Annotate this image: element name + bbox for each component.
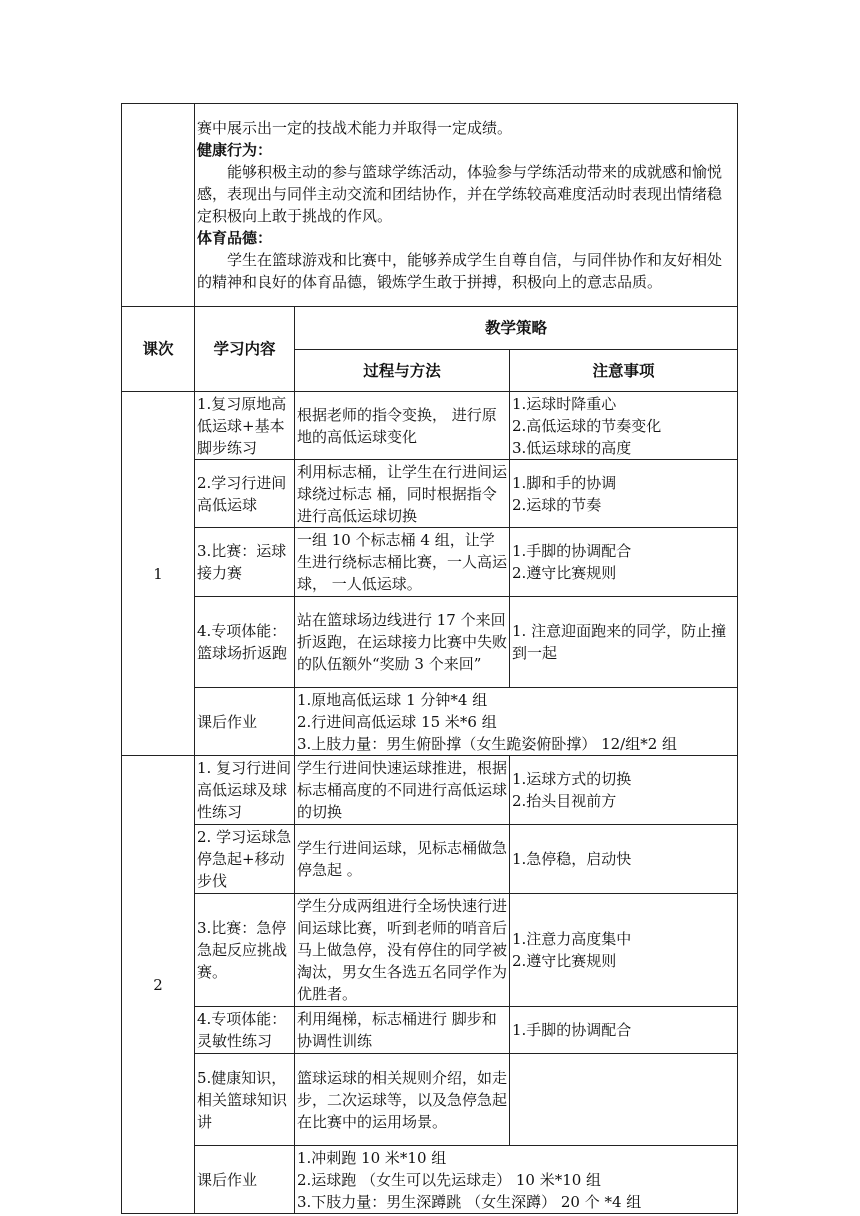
homework-row bbox=[122, 1146, 738, 1214]
note-line: 2.遵守比赛规则 bbox=[512, 952, 617, 970]
content-cell: 5.健康知识，相关篮球知识讲 bbox=[195, 1054, 295, 1146]
health-behavior-heading: 健康行为： bbox=[197, 141, 273, 159]
notes-cell: 1.急停稳，启动快 bbox=[510, 825, 738, 894]
notes-cell bbox=[510, 756, 738, 825]
note-line: 2.抬头目视前方 bbox=[512, 792, 617, 810]
table-row bbox=[122, 392, 738, 460]
note-line: 2.遵守比赛规则 bbox=[512, 564, 617, 582]
header-row-1 bbox=[122, 307, 738, 350]
table-row bbox=[122, 460, 738, 528]
session-number: 2 bbox=[122, 756, 195, 1214]
table-row bbox=[122, 756, 738, 825]
objective-continuation: 赛中展示出一定的技战术能力并取得一定成绩。 bbox=[197, 119, 513, 137]
homework-label: 课后作业 bbox=[195, 1146, 295, 1214]
objectives-row bbox=[122, 104, 738, 307]
table-row bbox=[122, 597, 738, 688]
table-row bbox=[122, 1054, 738, 1146]
objectives-blank-cell bbox=[122, 104, 195, 307]
table-row bbox=[122, 528, 738, 597]
note-line: 1.脚和手的协调 bbox=[512, 473, 617, 492]
homework-row bbox=[122, 688, 738, 756]
table-row bbox=[122, 1007, 738, 1054]
notes-cell bbox=[510, 528, 738, 597]
method-cell: 篮球运球的相关规则介绍，如走步，二次运球等，以及急停急起在比赛中的运用场景。 bbox=[295, 1054, 510, 1146]
notes-cell bbox=[510, 894, 738, 1007]
homework-line: 2.运球跑 （女生可以先运球走） 10 米*10 组 bbox=[297, 1170, 602, 1189]
homework-cell bbox=[295, 1146, 738, 1214]
strategy-header: 教学策略 bbox=[295, 307, 738, 350]
notes-cell bbox=[510, 460, 738, 528]
note-line: 3.低运球球的高度 bbox=[512, 438, 632, 457]
method-cell: 学生分成两组进行全场快速行进间运球比赛，听到老师的哨音后马上做急停，没有停住的同学被淘汰，男女生各选五名同学作为优胜者。 bbox=[295, 894, 510, 1007]
homework-line: 3.下肢力量：男生深蹲跳 （女生深蹲） 20 个 *4 组 bbox=[297, 1192, 642, 1211]
objectives-cell bbox=[195, 104, 738, 307]
content-cell: 1.复习原地高低运球+基本脚步练习 bbox=[195, 392, 295, 460]
table-row bbox=[122, 894, 738, 1007]
homework-line: 1.冲刺跑 10 米*10 组 bbox=[297, 1148, 447, 1167]
homework-line: 2.行进间高低运球 15 米*6 组 bbox=[297, 712, 497, 731]
method-cell: 学生行进间快速运球推进，根据标志桶高度的不同进行高低运球的切换 bbox=[295, 756, 510, 825]
homework-line: 3.上肢力量：男生俯卧撑（女生跪姿俯卧撑） 12/组*2 组 bbox=[297, 734, 678, 753]
session-header: 课次 bbox=[122, 307, 195, 392]
notes-cell: 1. 注意迎面跑来的同学，防止撞到一起 bbox=[510, 597, 738, 688]
note-line: 1.注意力高度集中 bbox=[512, 930, 632, 948]
lesson-plan-table bbox=[121, 103, 738, 1214]
notes-cell bbox=[510, 1054, 738, 1146]
method-cell: 站在篮球场边线进行 17 个来回折返跑，在运球接力比赛中失败的队伍额外“奖励 3 个来回” bbox=[295, 597, 510, 688]
homework-cell bbox=[295, 688, 738, 756]
note-line: 2.高低运球的节奏变化 bbox=[512, 416, 662, 435]
content-cell: 4.专项体能：灵敏性练习 bbox=[195, 1007, 295, 1054]
content-cell: 3.比赛：急停急起反应挑战赛。 bbox=[195, 894, 295, 1007]
health-behavior-text: 能够积极主动的参与篮球学练活动，体验参与学练活动带来的成就感和愉悦感，表现出与同伴主动交流和团结协作，并在学练较高难度活动时表现出情绪稳定积极向上敢于挑战的作风。 bbox=[197, 163, 723, 225]
homework-line: 1.原地高低运球 1 分钟*4 组 bbox=[297, 690, 488, 709]
method-header: 过程与方法 bbox=[295, 350, 510, 392]
content-cell: 2.学习行进间高低运球 bbox=[195, 460, 295, 528]
notes-cell: 1.手脚的协调配合 bbox=[510, 1007, 738, 1054]
notes-header: 注意事项 bbox=[510, 350, 738, 392]
method-cell: 学生行进间运球，见标志桶做急停急起 。 bbox=[295, 825, 510, 894]
table-row bbox=[122, 825, 738, 894]
sports-ethic-heading: 体育品德： bbox=[197, 229, 273, 247]
sports-ethic-text: 学生在篮球游戏和比赛中，能够养成学生自尊自信，与同伴协作和友好相处的精神和良好的体育品德，锻炼学生敢于拼搏，积极向上的意志品质。 bbox=[197, 251, 723, 291]
note-line: 2.运球的节奏 bbox=[512, 495, 602, 514]
content-cell: 4.专项体能：篮球场折返跑 bbox=[195, 597, 295, 688]
homework-label: 课后作业 bbox=[195, 688, 295, 756]
note-line: 1.运球方式的切换 bbox=[512, 770, 632, 788]
content-cell: 2. 学习运球急停急起+移动步伐 bbox=[195, 825, 295, 894]
content-header: 学习内容 bbox=[195, 307, 295, 392]
method-cell: 一组 10 个标志桶 4 组，让学生进行绕标志桶比赛，一人高运球， 一人低运球。 bbox=[295, 528, 510, 597]
method-cell: 根据老师的指令变换， 进行原地的高低运球变化 bbox=[295, 392, 510, 460]
note-line: 1.运球时降重心 bbox=[512, 394, 617, 413]
session-number: 1 bbox=[122, 392, 195, 756]
content-cell: 3.比赛：运球接力赛 bbox=[195, 528, 295, 597]
method-cell: 利用绳梯，标志桶进行 脚步和协调性训练 bbox=[295, 1007, 510, 1054]
notes-cell bbox=[510, 392, 738, 460]
method-cell: 利用标志桶，让学生在行进间运球绕过标志 桶，同时根据指令进行高低运球切换 bbox=[295, 460, 510, 528]
note-line: 1.手脚的协调配合 bbox=[512, 542, 632, 560]
content-cell: 1. 复习行进间高低运球及球性练习 bbox=[195, 756, 295, 825]
